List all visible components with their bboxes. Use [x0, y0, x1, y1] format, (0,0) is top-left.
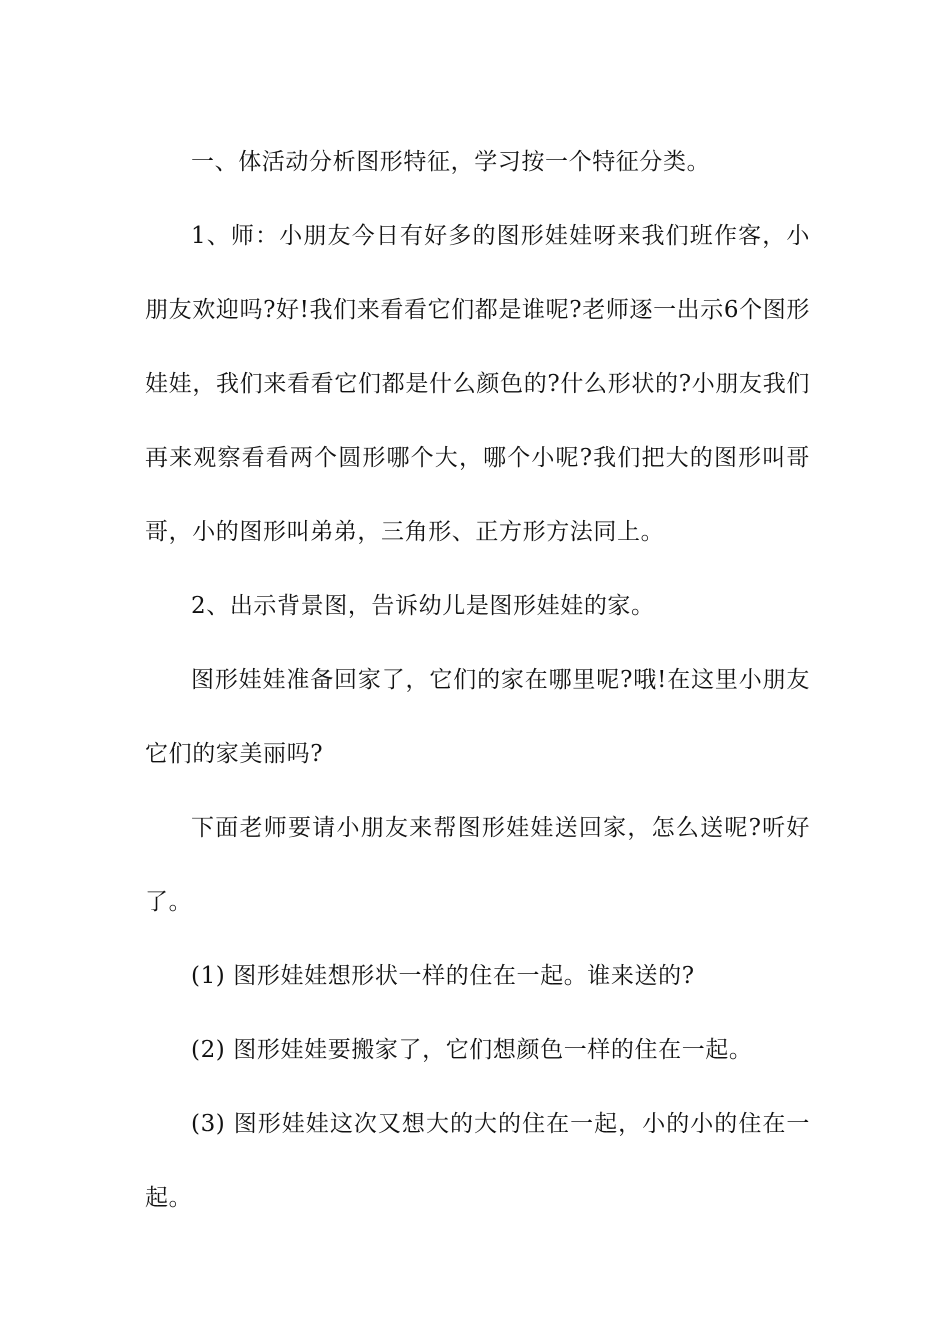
paragraph-step-2: (2) 图形娃娃要搬家了，它们想颜色一样的住在一起。: [191, 1037, 753, 1063]
paragraph-teacher-intro: 1、师：小朋友今日有好多的图形娃娃呀来我们班作客，小朋友欢迎吗?好!我们来看看它们都是谁呢?老师逐一出示6个图形娃娃，我们来看看它们都是什么颜色的?什么形状的?小朋友我们再来观察看看两个圆形哪个大，哪个小呢?我们把大的图形叫哥哥，小的图形叫弟弟，三角形、正方形方法同上。: [145, 223, 810, 545]
paragraph-going-home: 图形娃娃准备回家了，它们的家在哪里呢?哦!在这里小朋友它们的家美丽吗?: [145, 667, 810, 767]
paragraph-section-heading: 一、体活动分析图形特征，学习按一个特征分类。: [191, 149, 711, 175]
document-body: [145, 125, 810, 1235]
paragraph-step-1: (1) 图形娃娃想形状一样的住在一起。谁来送的?: [191, 963, 695, 989]
paragraph-send-home: 下面老师要请小朋友来帮图形娃娃送回家，怎么送呢?听好了。: [145, 815, 810, 915]
paragraph-step-3: (3) 图形娃娃这次又想大的大的住在一起，小的小的住在一起。: [145, 1111, 810, 1211]
paragraph-background-image: 2、出示背景图，告诉幼儿是图形娃娃的家。: [191, 593, 655, 619]
